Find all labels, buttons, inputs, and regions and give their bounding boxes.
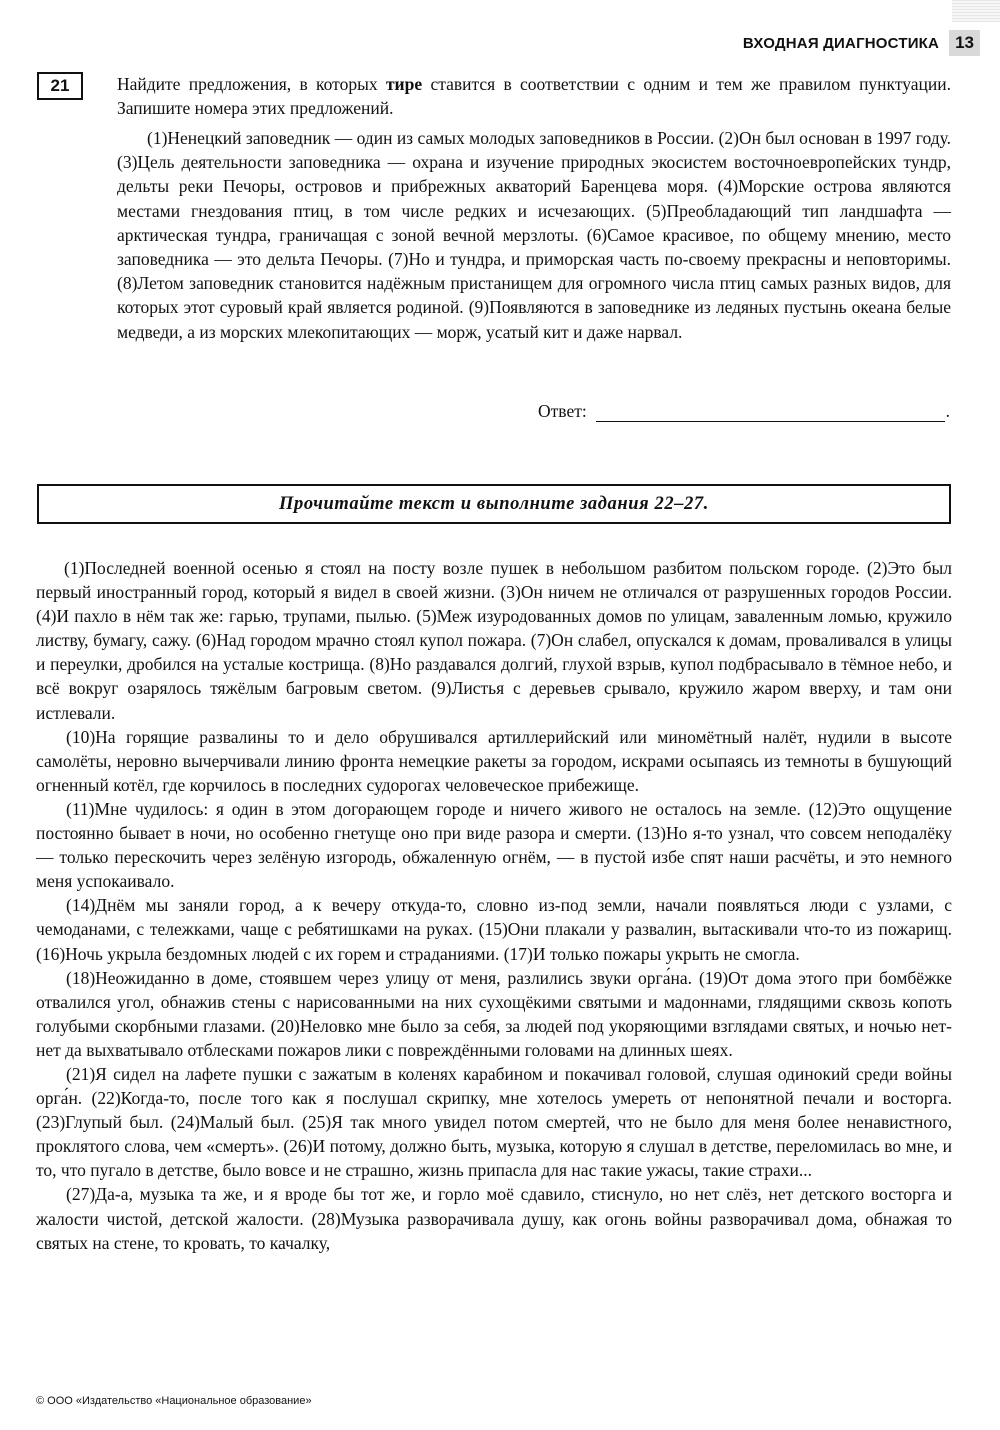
answer-end-mark: . — [945, 401, 950, 421]
reading-paragraph: (27)Да-а, музыка та же, и я вроде бы тот же, и горло моё сдавило, стиснуло, но нет слёз, нет детского восторга и жалости чистой, детской жалости. (28)Музыка разворачивала душу, как огонь войны разворачивал дома, обнажая то святых на стене, то кровать, то качалку, — [36, 1184, 952, 1253]
reading-paragraph: (1)Последней военной осенью я стоял на посту возле пушек в небольшом разбитом польском городе. (2)Это был первый иностранный город, который я видел в своей жизни. (3)Он ничем не отличался от разрушенных городов России. (4)И пахло в нём так же: гарью, трупами, пылью. (5)Меж изуродованных домов по улицам, заваленным ломью, кружило листву, бумагу, сажу. (6)Над городом мрачно стоял купол пожара. (7)Он слабел, опускался к домам, проваливался в улицы и переулки, дробился на усталые кострища. (8)Но раздавался долгий, глухой взрыв, купол подбрасывало в тёмное небо, и всё вокруг озарялось тяжёлым багровым светом. (9)Листья с деревьев срывало, кружило жаром вверху, и там они истлевали. — [36, 558, 952, 723]
section-title: ВХОДНАЯ ДИАГНОСТИКА — [742, 34, 940, 52]
reading-paragraph: (14)Днём мы заняли город, а к вечеру откуда-то, словно из-под земли, начали появляться люди с узлами, с чемоданами, с тележками, чаще с ребятишками на руках. (15)Они плакали у развалин, вытаскивали что-то из пожарищ. (16)Ночь укрыла бездомных людей с их горем и страданиями. (17)И только пожары укрыть не смогла. — [36, 895, 952, 964]
task-number-badge: 21 — [37, 72, 83, 100]
prompt-keyword: тире — [385, 74, 423, 94]
reading-paragraph: (11)Мне чудилось: я один в этом догорающем городе и ничего живого не осталось на земле. (12)Это ощущение постоянно бывает в ночи, но особенно гнетуще оно при виде разора и смерти. (13)Но я-то узнал, что совсем неподалёку — только перескочить через зелёную изгородь, обжаленную огнём, — в пустой избе спят наши расчёты, и это немного меня успокаивало. — [36, 798, 952, 892]
page-number: 13 — [949, 30, 980, 56]
prompt-text-start: Найдите предложения, в которых — [117, 74, 386, 94]
answer-input-line[interactable] — [596, 402, 945, 422]
publisher-footer: © ООО «Издательство «Национальное образование» — [36, 1395, 312, 1407]
reading-paragraph: (18)Неожиданно в доме, стоявшем через улицу от меня, разлились звуки орга́на. (19)От дома этого при бомбёжке отвалился угол, обнажив стены с нарисованными на них сухощёкими святыми и мадоннами, глядящими сквозь копоть голубыми скорбными глазами. (20)Неловко мне было за себя, за людей под укоряющими взглядами святых, и ночью нет-нет да выхватывало отблесками пожаров лики с повреждёнными головами на длинных шеях. — [36, 967, 952, 1060]
scan-artifact — [952, 0, 1000, 22]
page-header — [743, 30, 980, 56]
task-passage: (1)Ненецкий заповедник — один из самых молодых заповедников в России. (2)Он был основан в 1997 году. (3)Цель деятельности заповедника — охрана и изучение природных экосистем восточноевропейских тундр, дельты реки Печоры, островов и прибрежных акваторий Баренцева моря. (4)Морские острова являются местами гнездования птиц, в том числе редких и исчезающих. (5)Преобладающий тип ландшафта — арктическая тундра, граничащая с зоной вечной мерзлоты. (6)Самое красивое, по общему мнению, место заповедника — это дельта Печоры. (7)Но и тундра, и приморская часть по-своему прекрасны и неповторимы. (8)Летом заповедник становится надёжным пристанищем для огромного числа птиц самых разных видов, для которых этот суровый край является родиной. (9)Появляются в заповеднике из ледяных пустынь океана белые медведи, а из морских млекопитающих — морж, усатый кит и даже нарвал. — [117, 128, 952, 342]
reading-text — [36, 556, 952, 1386]
instruction-box: Прочитайте текст и выполните задания 22–27. — [37, 484, 951, 524]
answer-row — [538, 398, 950, 422]
answer-label: Ответ: — [538, 401, 587, 421]
prompt-text-end: ставится в соответствии с одним и тем же правилом пунктуации. Запишите номера этих предложений. — [117, 74, 951, 118]
reading-paragraph: (21)Я сидел на лафете пушки с зажатым в коленях карабином и покачивал головой, слушая одинокий среди войны орга́н. (22)Когда-то, после того как я послушал скрипку, мне хотелось умереть от непонятной печали и восторга. (23)Глупый был. (24)Малый был. (25)Я так много увидел потом смертей, что не было для меня более ненавистного, проклятого слова, чем «смерть». (26)И потому, должно быть, музыка, которую я слушал в детстве, переломилась во мне, и то, что пугало в детстве, было вовсе и не страшно, жизнь припасла для нас такие ужасы, такие страхи... — [36, 1063, 952, 1181]
reading-paragraph: (10)На горящие развалины то и дело обрушивался артиллерийский или миномётный налёт, нудили в высоте самолёты, неровно вычерчивали линию фронта немецкие ракеты за городом, искрами осыпаясь из темноты в бушующий огненный котёл, где корчилось в последних судорогах человеческое прибежище. — [36, 726, 952, 795]
task-prompt — [117, 72, 951, 120]
